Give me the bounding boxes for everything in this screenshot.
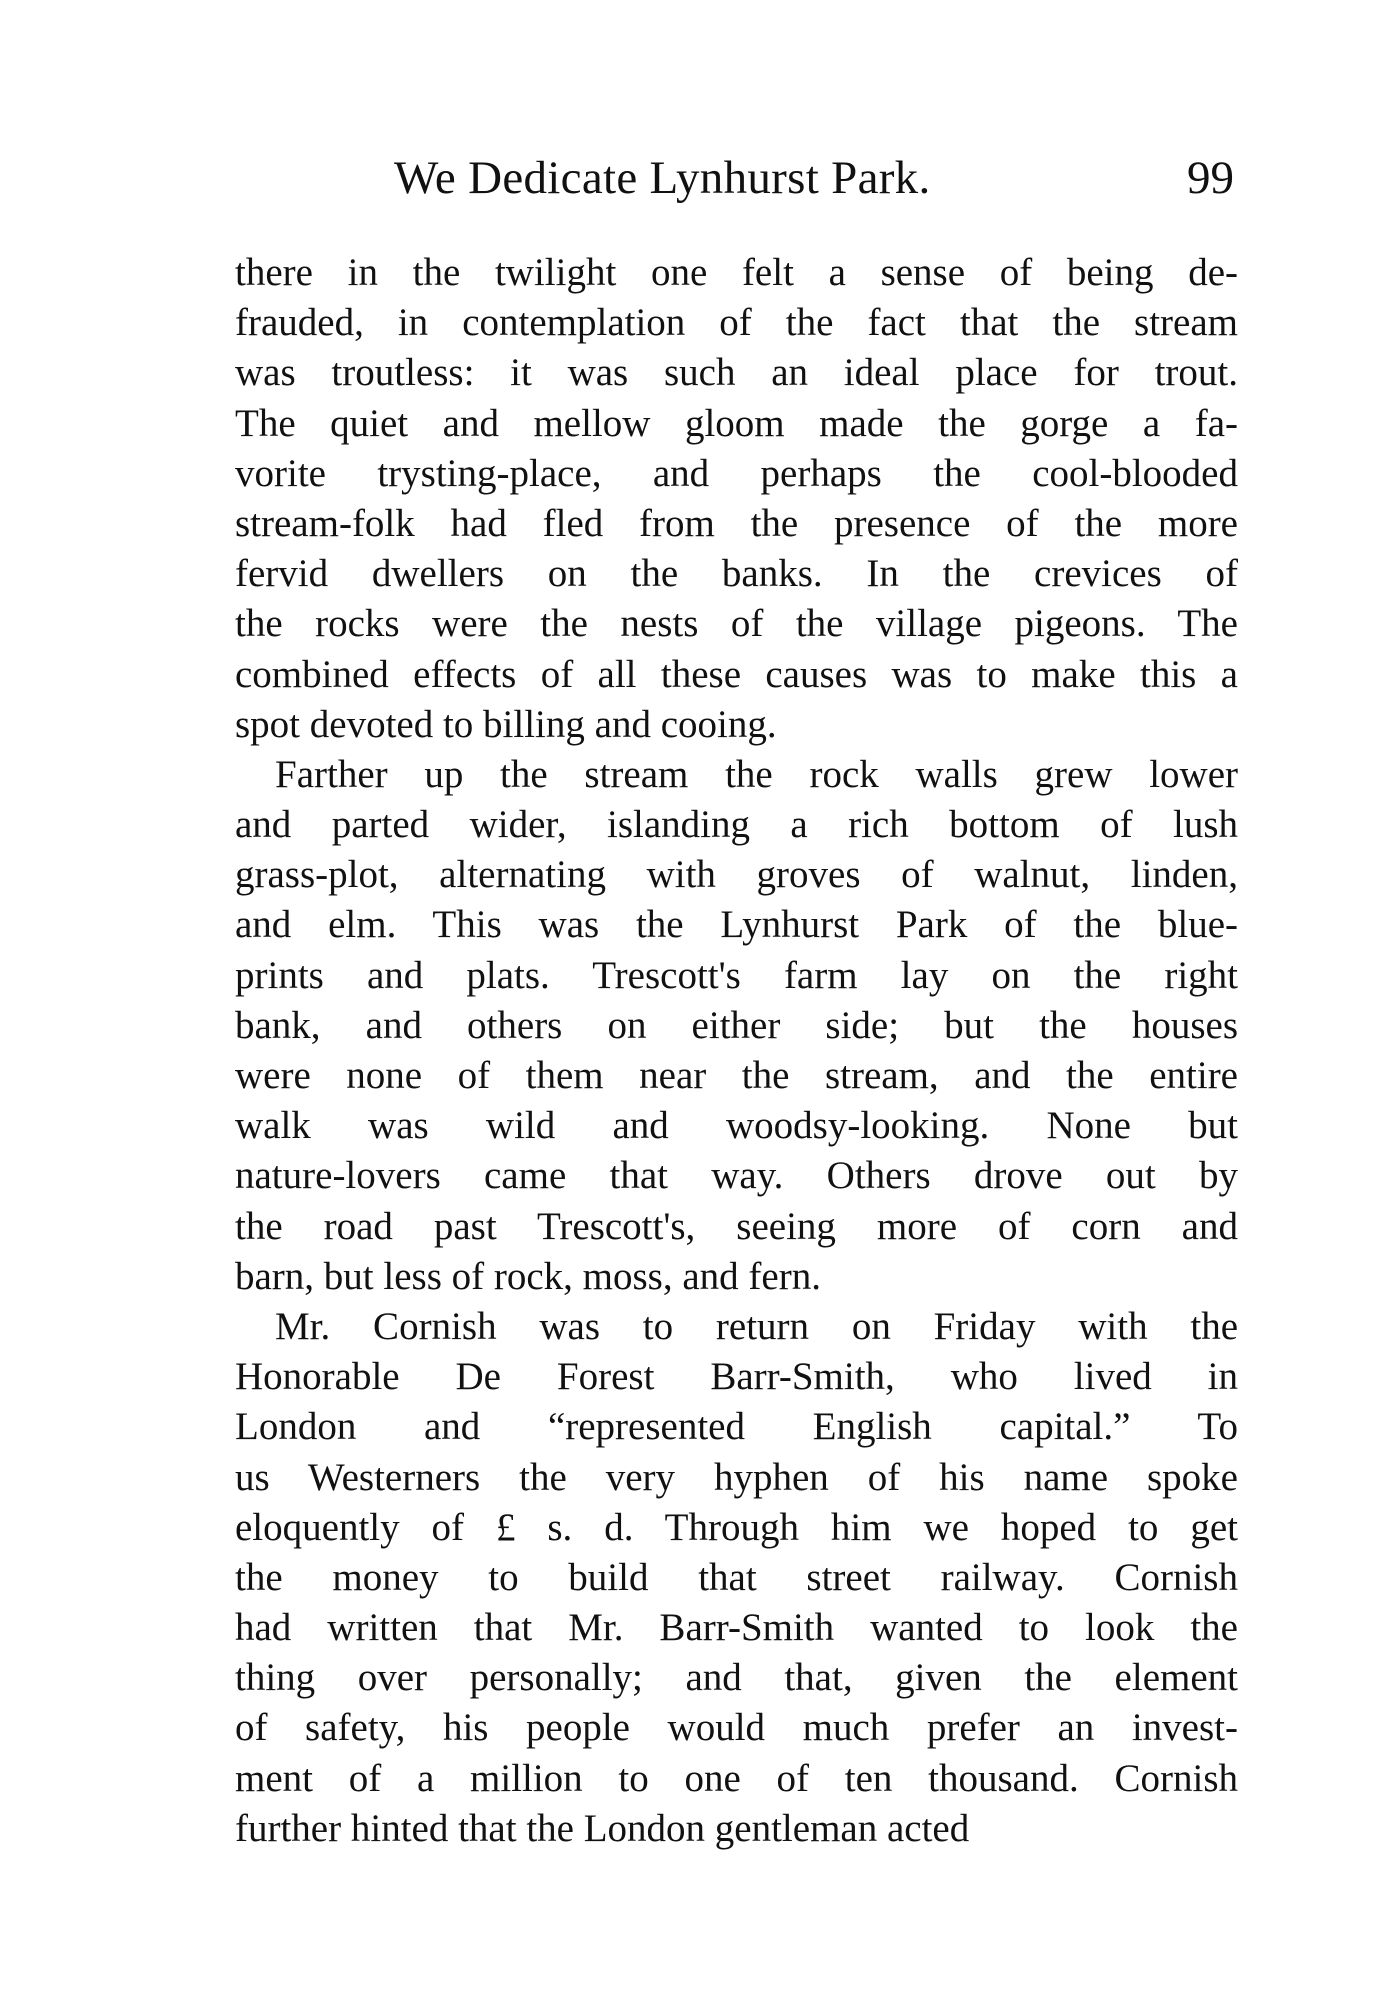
text-line: The quiet and mellow gloom made the gorge a fa-: [235, 401, 1238, 445]
page-number: 99: [1187, 152, 1234, 204]
text-line: fervid dwellers on the banks. In the crevices of: [235, 552, 1238, 596]
text-line: further hinted that the London gentleman acted: [235, 1806, 970, 1850]
paragraph: [235, 1302, 1238, 1854]
text-line: thing over personally; and that, given the element: [235, 1656, 1238, 1700]
text-line: spot devoted to billing and cooing.: [235, 702, 777, 746]
text-line: Farther up the stream the rock walls grew lower: [275, 752, 1238, 796]
text-line: the money to build that street railway. Cornish: [235, 1555, 1238, 1599]
text-line: London and “represented English capital.” To: [235, 1405, 1238, 1449]
text-line: bank, and others on either side; but the houses: [235, 1003, 1238, 1047]
text-line: and parted wider, islanding a rich bottom of lush: [235, 803, 1238, 847]
text-line: Mr. Cornish was to return on Friday with the: [275, 1304, 1238, 1348]
text-line: and elm. This was the Lynhurst Park of the blue-: [235, 903, 1238, 947]
text-line: walk was wild and woodsy-looking. None but: [235, 1104, 1238, 1148]
text-line: Honorable De Forest Barr-Smith, who lived in: [235, 1355, 1238, 1399]
text-line: was troutless: it was such an ideal place for trout.: [235, 351, 1238, 395]
body-text: [235, 248, 1238, 1854]
text-line: were none of them near the stream, and the entire: [235, 1054, 1238, 1097]
text-line: frauded, in contemplation of the fact that the stream: [235, 301, 1238, 345]
text-line: combined effects of all these causes was to make this a: [235, 652, 1238, 696]
text-line: barn, but less of rock, moss, and fern.: [235, 1254, 821, 1298]
text-line: of safety, his people would much prefer an invest-: [235, 1706, 1238, 1750]
text-line: nature-lovers came that way. Others drove out by: [235, 1154, 1238, 1198]
text-line: prints and plats. Trescott's farm lay on the right: [235, 953, 1238, 997]
paragraph: [235, 248, 1238, 750]
text-line: had written that Mr. Barr-Smith wanted to look the: [235, 1606, 1238, 1650]
text-line: eloquently of £ s. d. Through him we hoped to get: [235, 1505, 1238, 1549]
running-title: We Dedicate Lynhurst Park.: [394, 152, 931, 204]
page-header: [394, 146, 1234, 210]
paragraph: [235, 750, 1238, 1302]
text-line: there in the twilight one felt a sense of being de-: [235, 251, 1238, 294]
text-line: grass-plot, alternating with groves of walnut, linden,: [235, 853, 1238, 897]
text-line: the road past Trescott's, seeing more of corn and: [235, 1204, 1238, 1248]
text-line: vorite trysting-place, and perhaps the cool-blooded: [235, 451, 1238, 495]
text-line: the rocks were the nests of the village pigeons. The: [235, 602, 1238, 646]
text-line: us Westerners the very hyphen of his name spoke: [235, 1455, 1238, 1499]
text-line: ment of a million to one of ten thousand. Cornish: [235, 1756, 1238, 1800]
text-line: stream-folk had fled from the presence of the more: [235, 501, 1238, 545]
